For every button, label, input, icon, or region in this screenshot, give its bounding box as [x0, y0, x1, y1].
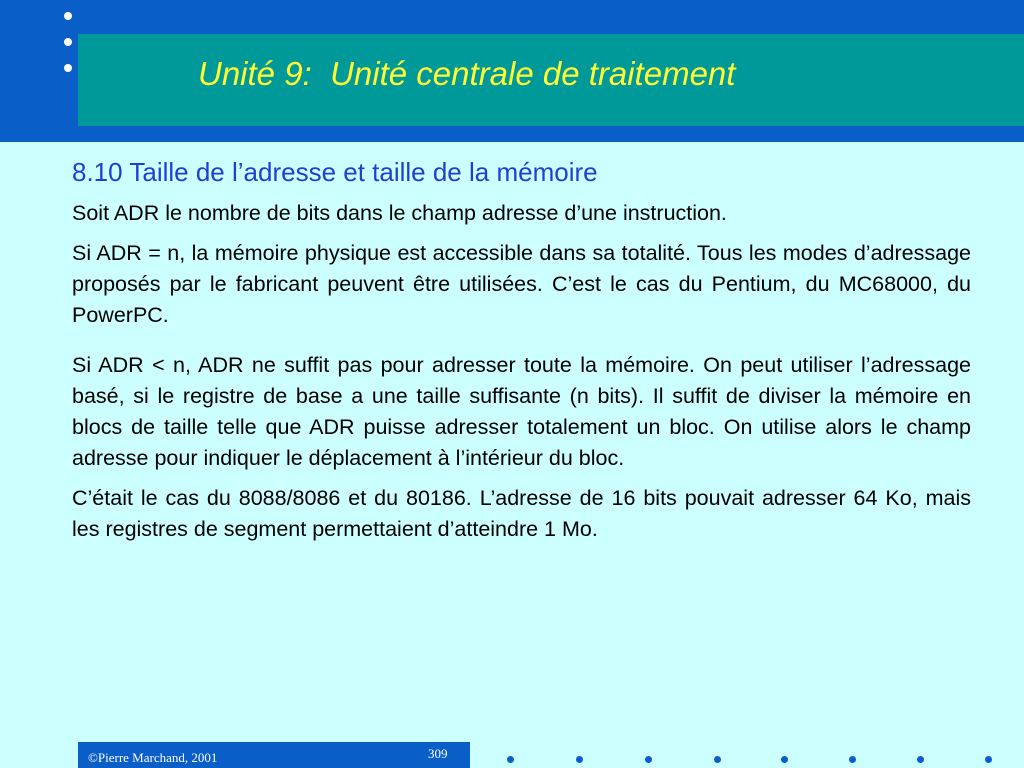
- footer-dot: [714, 756, 721, 763]
- decorative-dot: [64, 12, 72, 20]
- footer-dot: [576, 756, 583, 763]
- footer-dot: [985, 756, 992, 763]
- decorative-dot: [64, 64, 72, 72]
- decorative-dot: [64, 38, 72, 46]
- footer-dot: [645, 756, 652, 763]
- page-number: 309: [428, 746, 448, 761]
- footer-dot: [781, 756, 788, 763]
- paragraph-full-addressing: Si ADR = n, la mémoire physique est accessible dans sa totalité. Tous les modes d’adressage proposés par le fabricant peuvent être utilisées. C’est le cas du Pentium, du MC68000, du PowerPC.: [72, 241, 971, 327]
- paragraph-8086-example: C’était le cas du 8088/8086 et du 80186. L’adresse de 16 bits pouvait adresser 64 Ko, mais les registres de segment permettaient d’atteindre 1 Mo.: [72, 486, 971, 541]
- copyright-text: ©Pierre Marchand, 2001: [88, 750, 218, 765]
- paragraph-definition: Soit ADR le nombre de bits dans le champ adresse d’une instruction.: [72, 201, 727, 225]
- footer-dot: [849, 756, 856, 763]
- paragraph-based-addressing: Si ADR < n, ADR ne suffit pas pour adresser toute la mémoire. On peut utiliser l’adressage basé, si le registre de base a une taille suffisante (n bits). Il suffit de diviser la mémoire en blocs de taille telle que ADR puisse adresser totalement un bloc. On utilise alors le champ adresse pour indiquer le déplacement à l’intérieur du bloc.: [72, 353, 971, 470]
- section-heading: 8.10 Taille de l’adresse et taille de la mémoire: [72, 157, 598, 187]
- slide-title: Unité 9: Unité centrale de traitement: [198, 55, 736, 92]
- footer-dot: [917, 756, 924, 763]
- footer-dot: [507, 756, 514, 763]
- slide-content: [72, 154, 971, 545]
